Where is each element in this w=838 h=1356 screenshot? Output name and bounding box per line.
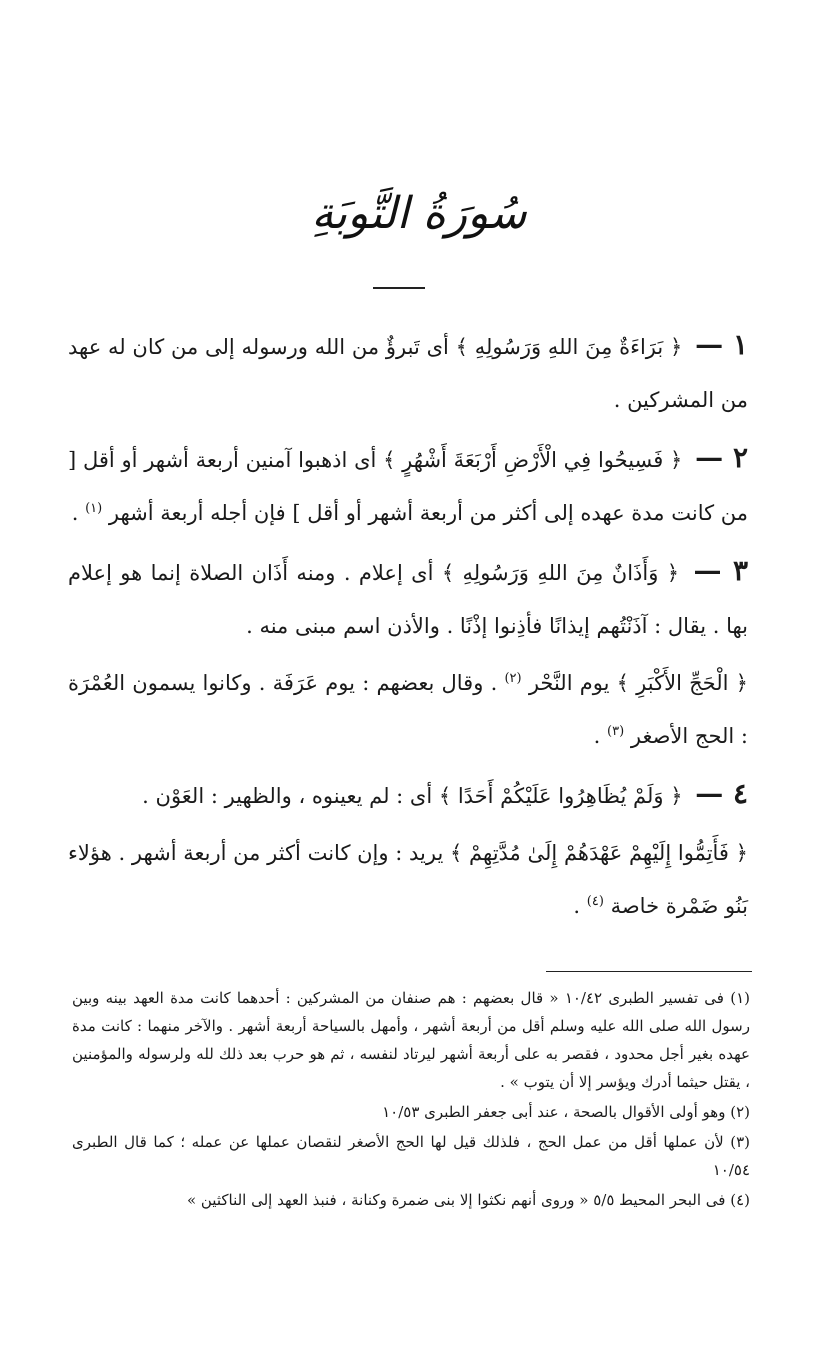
verse-paragraph-2 [68,431,748,540]
footnote-2: (٢) وهو أولى الأقوال بالصحة ، عند أبى جعفر الطبرى ١٠/٥٣ [382,1103,750,1121]
footnote-marker: (٤) [586,894,604,909]
footnote-3: (٣) لأن عملها أقل من عمل الحج ، فلذلك قيل لها الحج الأصغر لنقصان عملها عن عمله ؛ كما قال الطبرى ١٠/٥٤ [72,1133,750,1179]
paragraph-text: ﴿ الْحَجِّ الأَكْبَرِ ﴾ يوم النَّحْر [528,671,748,695]
verse-paragraph-4 [68,767,748,823]
main-text [68,318,748,933]
paragraph-tail: . وقال بعضهم : يوم عَرَفَة . وكانوا يسمون العُمْرَة : الحج الأصغر [68,671,748,748]
footnote-4: (٤) فى البحر المحيط ٥/٥ « وروى أنهم نكثوا إلا بنى ضمرة وكنانة ، فنبذ العهد إلى الناكثين » [186,1191,750,1209]
paragraph-text: ﴿ وَلَمْ يُظَاهِرُوا عَلَيْكُمْ أَحَدًا ﴾ أى : لم يعينوه ، والظهير : العَوْن . [142,784,683,808]
verse-number: ٤ — [695,777,748,810]
footnote-1: (١) فى تفسير الطبرى ١٠/٤٢ « قال بعضهم : هم صنفان من المشركين : أحدهما كانت مدة العهد بينه وبين رسول الله صلى الله عليه وسلم أقل من أربعة أشهر ، وأمهل بالسياحة أربعة أشهر . والآخر منهما : كانت مدة عهده بغير أجل محدود ، فقصر به على أربعة أشهر ليرتاد لنفسه ، ثم هو حرب بعد ذلك لله ولرسوله والمؤمنين ، يقتل حيثما أدرك ويؤسر إلا أن يتوب » . [72,989,750,1091]
paragraph-tail: . [573,894,581,918]
paragraph-text: ﴿ فَسِيحُوا فِي الْأَرْضِ أَرْبَعَةَ أَشْهُرٍ ﴾ أى اذهبوا آمنين أربعة أشهر أو أقل [ من كانت مدة عهده إلى أكثر من أربعة أشهر أو أقل ] فإن أجله أربعة أشهر [68,448,748,525]
surah-title: سُورَةُ التَّوبَةِ [311,188,527,239]
verse-paragraph-3b [68,657,748,763]
paragraph-text: ﴿ بَرَاءَةٌ مِنَ اللهِ وَرَسُولِهِ ﴾ أى تَبرؤٌ من الله ورسوله إلى من كان له عهد من المشركين . [68,335,748,412]
title-divider [373,287,425,289]
verse-paragraph-4b [68,827,748,933]
paragraph-tail: . [593,724,601,748]
paragraph-tail: . [71,501,79,525]
footnotes [72,984,750,1214]
verse-number: ٣ — [693,554,748,587]
footnote-marker: (٢) [504,671,522,686]
verse-paragraph-1 [68,318,748,427]
verse-number: ١ — [695,328,749,361]
verse-number: ٢ — [695,441,748,474]
paragraph-text: ﴿ فَأَتِمُّوا إِلَيْهِمْ عَهْدَهُمْ إِلَىٰ مُدَّتِهِمْ ﴾ يريد : وإن كانت أكثر من أربعة أشهر . هؤلاء بَنُو ضَمْرة خاصة [68,841,748,918]
footnote-divider [546,971,752,972]
verse-paragraph-3 [68,544,748,653]
paragraph-text: ﴿ وَأَذَانٌ مِنَ اللهِ وَرَسُولِهِ ﴾ أى إعلام . ومنه أَذَان الصلاة إنما هو إعلام بها . يقال : آذَنْتُهم إيذانًا فأذِنوا إذْنًا . والأذن اسم مبنى منه . [68,561,748,638]
footnote-marker: (١) [85,501,103,516]
footnote-marker: (٣) [607,724,625,739]
